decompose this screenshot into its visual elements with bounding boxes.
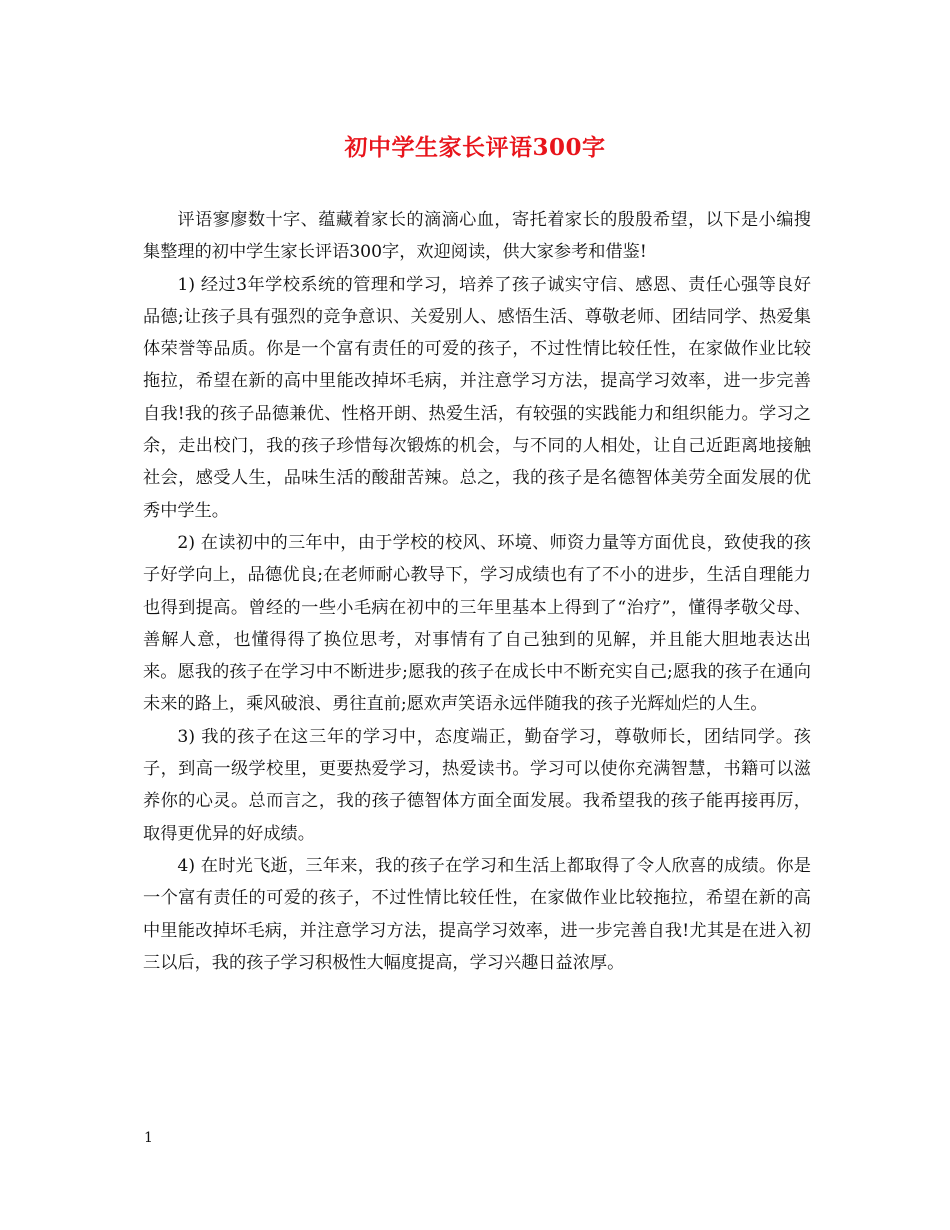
document-body — [143, 204, 811, 979]
paragraph-comment-4: 4) 在时光飞逝，三年来，我的孩子在学习和生活上都取得了令人欣喜的成绩。你是一个富有责任的可爱的孩子，不过性情比较任性，在家做作业比较拖拉，希望在新的高中里能改掉坏毛病，并注意学习方法，提高学习效率，进一步完善自我!尤其是在进入初三以后，我的孩子学习积极性大幅度提高，学习兴趣日益浓厚。 — [143, 855, 811, 973]
document-title: 初中学生家长评语300字 — [344, 134, 606, 161]
paragraph-comment-3: 3) 我的孩子在这三年的学习中，态度端正，勤奋学习，尊敬师长，团结同学。孩子，到高一级学校里，更要热爱学习，热爱读书。学习可以使你充满智慧，书籍可以滋养你的心灵。总而言之，我的孩子德智体方面全面发展。我希望我的孩子能再接再厉，取得更优异的好成绩。 — [143, 726, 811, 844]
paragraph-comment-2: 2) 在读初中的三年中，由于学校的校风、环境、师资力量等方面优良，致使我的孩子好学向上，品德优良;在老师耐心教导下，学习成绩也有了不小的进步，生活自理能力也得到提高。曾经的一些小毛病在初中的三年里基本上得到了“治疗”，懂得孝敬父母、善解人意，也懂得得了换位思考，对事情有了自己独到的见解，并且能大胆地表达出来。愿我的孩子在学习中不断进步;愿我的孩子在成长中不断充实自己;愿我的孩子在通向未来的路上，乘风破浪、勇往直前;愿欢声笑语永远伴随我的孩子光辉灿烂的人生。 — [143, 532, 811, 715]
paragraph-comment-1: 1) 经过3年学校系统的管理和学习，培养了孩子诚实守信、感恩、责任心强等良好品德;让孩子具有强烈的竞争意识、关爱别人、感悟生活、尊敬老师、团结同学、热爱集体荣誉等品质。你是一个富有责任的可爱的孩子，不过性情比较任性，在家做作业比较拖拉，希望在新的高中里能改掉坏毛病，并注意学习方法，提高学习效率，进一步完善自我!我的孩子品德兼优、性格开朗、热爱生活，有较强的实践能力和组织能力。学习之余，走出校门，我的孩子珍惜每次锻炼的机会，与不同的人相处，让自己近距离地接触社会，感受人生，品味生活的酸甜苦辣。总之，我的孩子是名德智体美劳全面发展的优秀中学生。 — [143, 274, 811, 521]
page-number: 1 — [144, 1130, 153, 1146]
paragraph-intro: 评语寥廖数十字、蕴藏着家长的滴滴心血，寄托着家长的殷殷希望，以下是小编搜集整理的初中学生家长评语300字，欢迎阅读，供大家参考和借鉴! — [143, 210, 811, 263]
